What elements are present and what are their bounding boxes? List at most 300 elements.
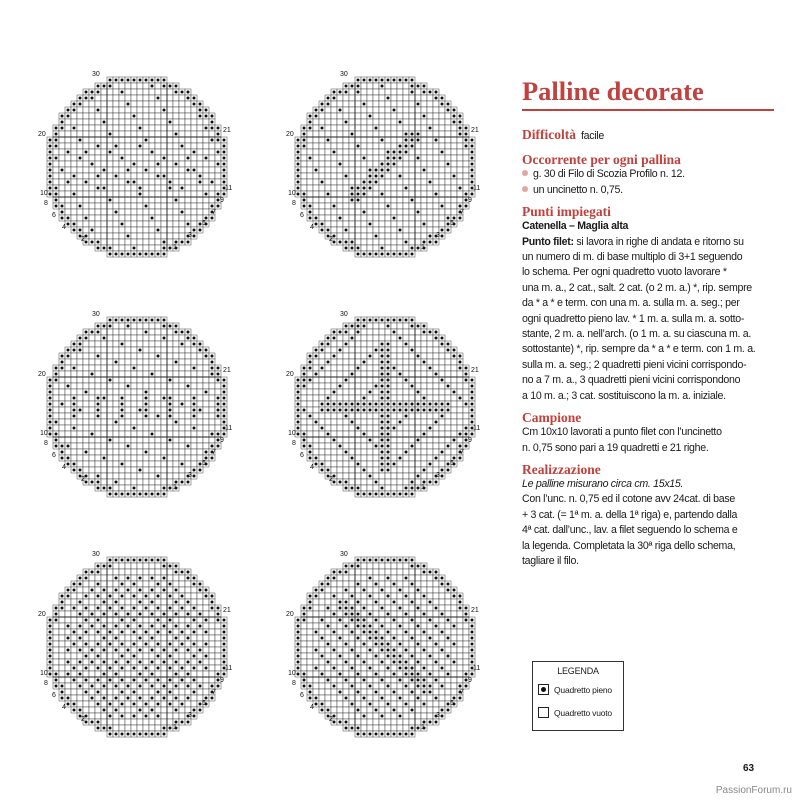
grid-square: [367, 239, 373, 245]
grid-square: [53, 653, 59, 659]
grid-square: [167, 599, 173, 605]
grid-square: [415, 95, 421, 101]
filled-square-dot: [399, 229, 402, 232]
filled-square-dot: [175, 625, 178, 628]
filled-square-dot: [327, 361, 330, 364]
filled-square-dot: [73, 415, 76, 418]
grid-square: [373, 203, 379, 209]
grid-square: [173, 113, 179, 119]
grid-square: [89, 233, 95, 239]
grid-square: [349, 125, 355, 131]
grid-square: [71, 689, 77, 695]
grid-square: [89, 155, 95, 161]
grid-square: [301, 161, 307, 167]
grid-square: [301, 413, 307, 419]
grid-square: [119, 191, 125, 197]
grid-square: [131, 203, 137, 209]
grid-square: [397, 473, 403, 479]
grid-square: [445, 431, 451, 437]
filled-square-dot: [417, 139, 420, 142]
grid-square: [137, 233, 143, 239]
row-number-label: 8: [292, 200, 296, 207]
grid-square: [179, 131, 185, 137]
filled-square-dot: [429, 409, 432, 412]
grid-square: [143, 209, 149, 215]
grid-square: [325, 197, 331, 203]
grid-square: [89, 641, 95, 647]
filled-square-dot: [211, 205, 214, 208]
grid-square: [325, 161, 331, 167]
grid-square: [415, 215, 421, 221]
grid-square: [331, 215, 337, 221]
filled-square-dot: [187, 481, 190, 484]
grid-square: [457, 197, 463, 203]
grid-square: [173, 449, 179, 455]
grid-square: [421, 203, 427, 209]
grid-square: [397, 203, 403, 209]
grid-square: [421, 455, 427, 461]
filled-square-dot: [399, 493, 402, 496]
grid-square: [385, 227, 391, 233]
filled-square-dot: [423, 331, 426, 334]
grid-square: [95, 647, 101, 653]
grid-square: [89, 149, 95, 155]
filled-square-dot: [471, 409, 474, 412]
grid-square: [337, 221, 343, 227]
grid-square: [367, 371, 373, 377]
grid-square: [421, 143, 427, 149]
grid-square: [391, 359, 397, 365]
filled-square-dot: [151, 673, 154, 676]
grid-square: [95, 179, 101, 185]
grid-square: [149, 89, 155, 95]
grid-square: [349, 329, 355, 335]
grid-square: [209, 149, 215, 155]
grid-square: [65, 131, 71, 137]
grid-square: [185, 173, 191, 179]
filled-square-dot: [169, 325, 172, 328]
grid-square: [197, 689, 203, 695]
grid-square: [77, 413, 83, 419]
grid-square: [113, 425, 119, 431]
grid-square: [391, 119, 397, 125]
grid-square: [107, 401, 113, 407]
grid-square: [161, 401, 167, 407]
filled-square-dot: [175, 601, 178, 604]
grid-square: [379, 179, 385, 185]
filled-square-dot: [139, 577, 142, 580]
grid-square: [101, 227, 107, 233]
filled-square-dot: [85, 679, 88, 682]
grid-square: [137, 581, 143, 587]
grid-square: [203, 365, 209, 371]
grid-square: [131, 695, 137, 701]
filled-square-dot: [453, 121, 456, 124]
grid-square: [203, 149, 209, 155]
grid-square: [77, 443, 83, 449]
grid-square: [83, 371, 89, 377]
grid-square: [191, 185, 197, 191]
filled-square-dot: [321, 367, 324, 370]
filled-square-dot: [327, 403, 330, 406]
filled-square-dot: [181, 481, 184, 484]
grid-square: [149, 665, 155, 671]
grid-square: [191, 191, 197, 197]
grid-square: [331, 197, 337, 203]
grid-square: [113, 653, 119, 659]
filled-square-dot: [139, 349, 142, 352]
grid-square: [173, 401, 179, 407]
grid-square: [101, 347, 107, 353]
grid-square: [83, 431, 89, 437]
grid-square: [83, 143, 89, 149]
filled-square-dot: [103, 697, 106, 700]
grid-square: [131, 89, 137, 95]
filled-square-dot: [471, 169, 474, 172]
grid-square: [421, 215, 427, 221]
grid-square: [215, 185, 221, 191]
grid-square: [155, 377, 161, 383]
grid-square: [325, 149, 331, 155]
grid-square: [125, 641, 131, 647]
filled-square-dot: [411, 319, 414, 322]
filled-square-dot: [67, 109, 70, 112]
grid-square: [185, 389, 191, 395]
grid-square: [113, 467, 119, 473]
grid-square: [77, 695, 83, 701]
filled-square-dot: [321, 349, 324, 352]
grid-square: [161, 371, 167, 377]
grid-square: [137, 719, 143, 725]
grid-square: [143, 581, 149, 587]
filled-square-dot: [127, 697, 130, 700]
grid-square: [149, 605, 155, 611]
filled-square-dot: [145, 415, 148, 418]
grid-square: [119, 635, 125, 641]
grid-square: [319, 389, 325, 395]
grid-square: [173, 215, 179, 221]
filled-square-dot: [163, 325, 166, 328]
grid-square: [125, 227, 131, 233]
grid-square: [415, 443, 421, 449]
grid-square: [415, 191, 421, 197]
grid-square: [125, 137, 131, 143]
grid-square: [209, 395, 215, 401]
grid-square: [367, 125, 373, 131]
grid-square: [113, 95, 119, 101]
grid-square: [89, 665, 95, 671]
grid-square: [185, 161, 191, 167]
filled-square-dot: [193, 235, 196, 238]
filled-square-dot: [73, 631, 76, 634]
filled-square-dot: [157, 691, 160, 694]
grid-square: [203, 209, 209, 215]
filled-square-dot: [417, 487, 420, 490]
filled-square-dot: [339, 481, 342, 484]
grid-square: [457, 389, 463, 395]
filled-square-dot: [103, 457, 106, 460]
grid-square: [427, 335, 433, 341]
filled-square-dot: [139, 253, 142, 256]
grid-square: [95, 713, 101, 719]
grid-square: [101, 233, 107, 239]
grid-square: [71, 647, 77, 653]
grid-square: [89, 389, 95, 395]
grid-square: [113, 713, 119, 719]
filled-square-dot: [369, 253, 372, 256]
grid-square: [101, 215, 107, 221]
grid-square: [343, 95, 349, 101]
grid-square: [167, 419, 173, 425]
grid-square: [325, 365, 331, 371]
filled-square-dot: [79, 649, 82, 652]
grid-square: [439, 431, 445, 437]
grid-square: [349, 101, 355, 107]
grid-square: [113, 665, 119, 671]
filled-square-dot: [139, 613, 142, 616]
grid-square: [89, 713, 95, 719]
filled-square-dot: [223, 175, 226, 178]
grid-square: [119, 353, 125, 359]
grid-square: [143, 377, 149, 383]
filled-square-dot: [411, 385, 414, 388]
filled-square-dot: [393, 463, 396, 466]
grid-square: [313, 431, 319, 437]
filled-square-dot: [199, 649, 202, 652]
grid-square: [397, 425, 403, 431]
grid-square: [355, 383, 361, 389]
grid-square: [89, 455, 95, 461]
filled-square-dot: [459, 367, 462, 370]
grid-square: [185, 113, 191, 119]
filled-square-dot: [67, 217, 70, 220]
filled-square-dot: [315, 169, 318, 172]
grid-square: [191, 695, 197, 701]
grid-square: [107, 119, 113, 125]
filled-square-dot: [115, 559, 118, 562]
filled-square-dot: [79, 343, 82, 346]
filled-square-dot: [175, 421, 178, 424]
grid-square: [307, 389, 313, 395]
grid-square: [203, 635, 209, 641]
filled-square-dot: [169, 691, 172, 694]
grid-square: [131, 347, 137, 353]
grid-square: [343, 431, 349, 437]
grid-square: [343, 101, 349, 107]
grid-square: [415, 119, 421, 125]
grid-square: [131, 587, 137, 593]
filled-square-dot: [411, 247, 414, 250]
filled-square-dot: [217, 445, 220, 448]
grid-square: [445, 173, 451, 179]
filled-square-dot: [417, 247, 420, 250]
filled-square-dot: [453, 175, 456, 178]
grid-square: [107, 335, 113, 341]
grid-square: [107, 155, 113, 161]
grid-square: [331, 113, 337, 119]
grid-square: [71, 653, 77, 659]
grid-square: [421, 197, 427, 203]
grid-square: [451, 209, 457, 215]
grid-square: [167, 101, 173, 107]
grid-square: [65, 419, 71, 425]
filled-square-dot: [393, 151, 396, 154]
grid-square: [113, 341, 119, 347]
grid-square: [125, 149, 131, 155]
filled-square-dot: [85, 391, 88, 394]
grid-square: [397, 377, 403, 383]
row-number-label: 10: [288, 430, 296, 437]
filled-square-dot: [49, 643, 52, 646]
filled-square-dot: [465, 133, 468, 136]
grid-square: [433, 203, 439, 209]
filled-square-dot: [217, 379, 220, 382]
grid-square: [343, 137, 349, 143]
grid-square: [137, 107, 143, 113]
grid-square: [143, 563, 149, 569]
filled-square-dot: [411, 487, 414, 490]
grid-square: [307, 401, 313, 407]
grid-square: [373, 143, 379, 149]
grid-square: [161, 479, 167, 485]
filled-square-dot: [115, 589, 118, 592]
grid-square: [319, 155, 325, 161]
grid-square: [71, 683, 77, 689]
grid-square: [209, 617, 215, 623]
grid-square: [59, 389, 65, 395]
filled-square-dot: [387, 469, 390, 472]
grid-square: [415, 467, 421, 473]
grid-square: [319, 185, 325, 191]
grid-square: [131, 137, 137, 143]
grid-square: [65, 653, 71, 659]
filled-square-dot: [133, 253, 136, 256]
filled-square-dot: [309, 217, 312, 220]
filled-square-dot: [181, 145, 184, 148]
filled-square-dot: [399, 337, 402, 340]
grid-square: [197, 161, 203, 167]
filled-square-dot: [163, 625, 166, 628]
grid-square: [83, 419, 89, 425]
grid-square: [101, 413, 107, 419]
grid-square: [185, 617, 191, 623]
filled-square-dot: [375, 481, 378, 484]
grid-square: [355, 437, 361, 443]
grid-square: [439, 371, 445, 377]
filled-square-dot: [151, 733, 154, 736]
filled-square-dot: [223, 145, 226, 148]
filled-square-dot: [85, 619, 88, 622]
grid-square: [451, 425, 457, 431]
filled-square-dot: [345, 403, 348, 406]
grid-square: [149, 419, 155, 425]
filled-square-dot: [471, 163, 474, 166]
filled-square-dot: [121, 607, 124, 610]
filled-square-dot: [133, 619, 136, 622]
grid-square: [95, 161, 101, 167]
grid-square: [307, 425, 313, 431]
grid-square: [161, 719, 167, 725]
grid-square: [89, 377, 95, 383]
grid-square: [361, 125, 367, 131]
filled-square-dot: [217, 163, 220, 166]
grid-square: [101, 617, 107, 623]
filled-square-dot: [121, 715, 124, 718]
filled-square-dot: [399, 151, 402, 154]
grid-square: [319, 419, 325, 425]
filled-square-dot: [169, 439, 172, 442]
grid-square: [101, 113, 107, 119]
filled-square-dot: [61, 607, 64, 610]
grid-square: [77, 395, 83, 401]
filled-square-dot: [169, 121, 172, 124]
grid-square: [65, 641, 71, 647]
filled-square-dot: [297, 193, 300, 196]
filled-square-dot: [49, 427, 52, 430]
grid-square: [343, 203, 349, 209]
grid-square: [451, 395, 457, 401]
grid-square: [385, 101, 391, 107]
filled-square-dot: [211, 697, 214, 700]
grid-square: [391, 245, 397, 251]
filled-square-dot: [145, 79, 148, 82]
grid-square: [149, 125, 155, 131]
grid-square: [119, 425, 125, 431]
grid-square: [355, 227, 361, 233]
grid-square: [191, 353, 197, 359]
grid-square: [107, 413, 113, 419]
grid-square: [179, 191, 185, 197]
grid-square: [337, 425, 343, 431]
grid-square: [403, 347, 409, 353]
filled-square-dot: [157, 163, 160, 166]
filled-square-dot: [85, 595, 88, 598]
filled-square-dot: [375, 181, 378, 184]
filled-square-dot: [169, 415, 172, 418]
filled-square-dot: [405, 319, 408, 322]
grid-square: [403, 215, 409, 221]
grid-square: [409, 461, 415, 467]
grid-square: [313, 437, 319, 443]
grid-square: [367, 95, 373, 101]
grid-square: [137, 197, 143, 203]
grid-square: [95, 335, 101, 341]
grid-square: [439, 347, 445, 353]
filled-square-dot: [471, 145, 474, 148]
filled-square-dot: [429, 403, 432, 406]
filled-square-dot: [175, 91, 178, 94]
grid-square: [83, 443, 89, 449]
filled-square-dot: [187, 571, 190, 574]
grid-square: [373, 395, 379, 401]
grid-square: [59, 143, 65, 149]
grid-square: [119, 725, 125, 731]
grid-square: [197, 617, 203, 623]
grid-square: [131, 359, 137, 365]
filled-square-dot: [127, 625, 130, 628]
grid-square: [191, 455, 197, 461]
grid-square: [77, 461, 83, 467]
grid-square: [143, 599, 149, 605]
filled-square-dot: [97, 475, 100, 478]
row-number-label: 11: [225, 185, 233, 192]
filled-square-dot: [333, 241, 336, 244]
filled-square-dot: [369, 115, 372, 118]
grid-square: [137, 431, 143, 437]
filled-square-dot: [115, 253, 118, 256]
grid-square: [451, 413, 457, 419]
filled-square-dot: [381, 373, 384, 376]
